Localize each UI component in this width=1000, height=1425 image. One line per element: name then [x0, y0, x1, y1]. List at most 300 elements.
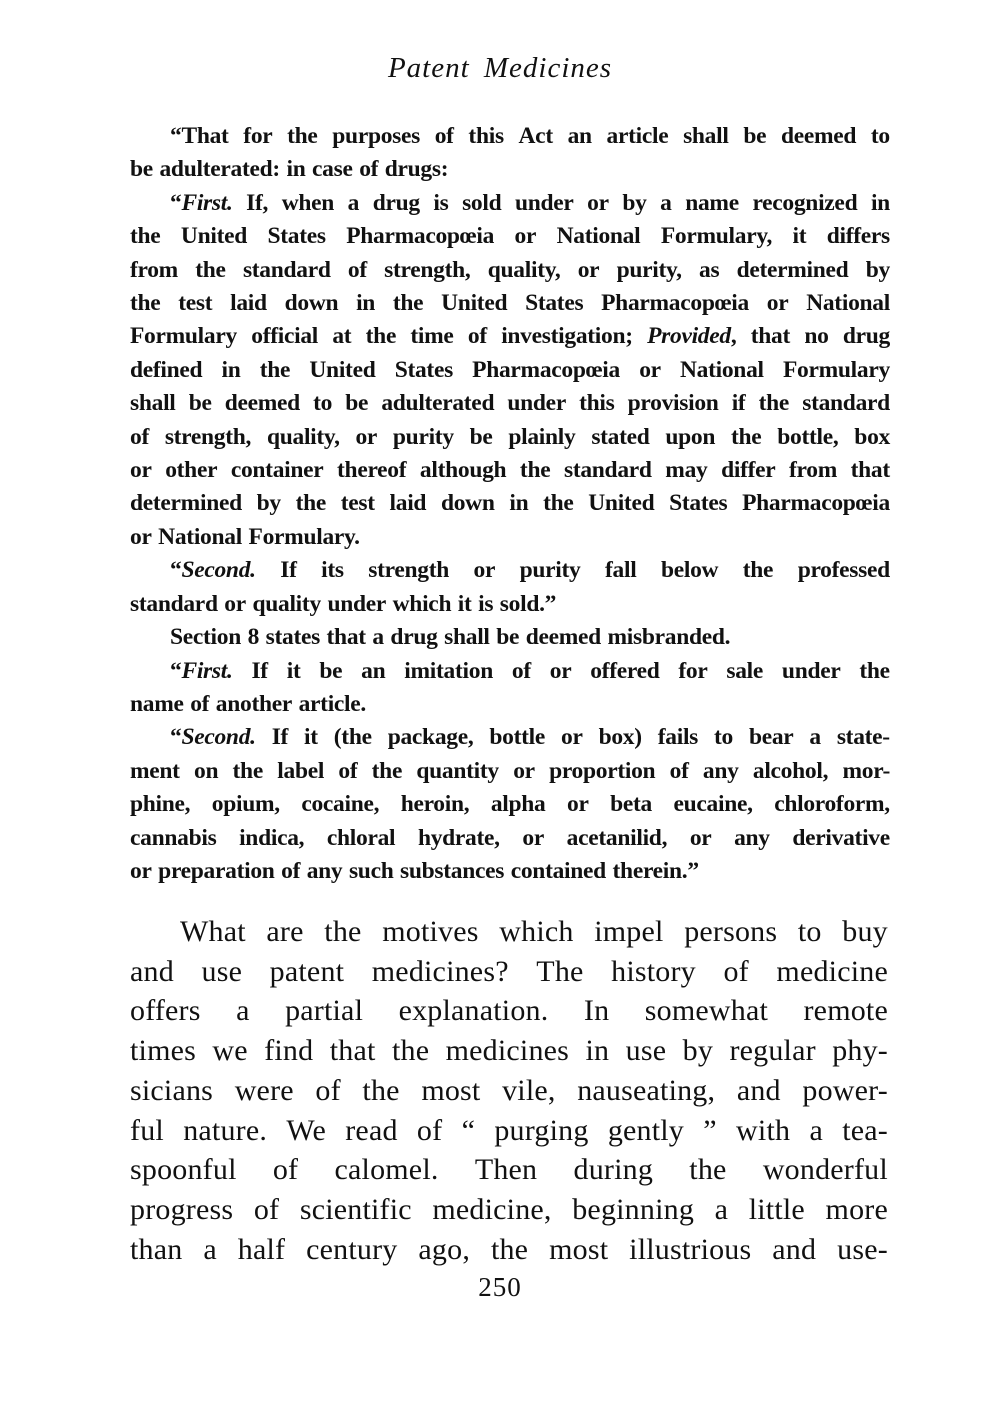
word: most	[421, 1073, 481, 1107]
body-line	[130, 1150, 888, 1190]
word: to	[870, 123, 890, 149]
word: adulterated:	[159, 156, 280, 183]
statute-line	[130, 454, 890, 487]
word: imitation	[404, 657, 493, 684]
statute-line	[130, 120, 890, 153]
word: be	[130, 156, 153, 183]
word: when	[281, 189, 335, 216]
word: 8	[247, 624, 260, 651]
word: beta	[610, 791, 652, 818]
word: is	[433, 189, 449, 216]
body-line	[130, 952, 888, 992]
word: half	[237, 1232, 286, 1266]
word: of	[253, 1192, 280, 1226]
word: We	[286, 1113, 326, 1147]
word: drugs:	[384, 156, 449, 183]
word: If	[271, 724, 289, 751]
word: plainly	[508, 423, 576, 450]
word: National	[556, 223, 641, 250]
word: of	[272, 1153, 299, 1187]
word: motives	[382, 915, 479, 948]
word: the	[130, 223, 161, 250]
word: Formulary	[130, 323, 237, 350]
body-line	[130, 1111, 888, 1151]
word: standard	[563, 457, 652, 484]
word: for	[243, 123, 273, 149]
word: purity,	[616, 256, 682, 283]
word: with	[736, 1113, 791, 1147]
word: The	[536, 954, 584, 988]
word: persons	[684, 915, 778, 948]
word: test	[178, 290, 213, 317]
word: buy	[842, 915, 888, 948]
word: in	[286, 156, 306, 183]
statute-line	[130, 721, 890, 754]
word: contained	[510, 857, 606, 884]
word: in	[585, 1034, 610, 1068]
word: that	[326, 624, 366, 651]
word: substances	[400, 857, 505, 884]
word: of	[723, 954, 749, 988]
statute-line	[130, 320, 890, 353]
word: remote	[803, 994, 888, 1028]
word: fails	[657, 724, 699, 751]
word: or	[355, 423, 378, 450]
word: for	[678, 657, 708, 684]
word: differs	[826, 223, 890, 250]
word: in	[221, 356, 241, 383]
word: United	[180, 223, 248, 250]
word: strength	[368, 557, 449, 584]
statute-line	[130, 387, 890, 420]
word: or	[549, 657, 572, 684]
word: National	[679, 356, 764, 383]
word: Formulary	[782, 356, 890, 383]
word: in	[509, 490, 529, 517]
word: nature.	[183, 1113, 268, 1147]
word: Formulary,	[660, 223, 773, 250]
word: somewhat	[644, 994, 769, 1028]
body-paragraph	[130, 912, 888, 1269]
word: the	[689, 1153, 727, 1187]
word: than	[130, 1232, 183, 1266]
word: or	[689, 824, 712, 851]
word: a	[347, 189, 360, 216]
word: may	[665, 457, 708, 484]
word: beginning	[572, 1192, 695, 1226]
word: a	[372, 624, 384, 651]
word: we	[212, 1034, 248, 1068]
word: gently	[607, 1113, 684, 1147]
word: calomel.	[334, 1153, 439, 1187]
word: medicines	[445, 1034, 570, 1068]
word: or	[513, 757, 535, 784]
word: spoonful	[130, 1153, 237, 1187]
word: heroin,	[400, 791, 470, 818]
word: cannabis	[130, 824, 217, 851]
word: National	[806, 290, 890, 317]
word: If,	[246, 189, 269, 216]
word: In	[583, 994, 610, 1028]
word: provision	[627, 390, 719, 417]
word: test	[340, 490, 375, 517]
word: medicine,	[432, 1192, 552, 1226]
word: laid	[230, 290, 267, 317]
word: more	[825, 1192, 888, 1226]
word: box	[854, 423, 890, 450]
word: of	[467, 323, 487, 350]
word: the	[519, 457, 551, 484]
word: down	[284, 290, 339, 317]
word: find	[264, 1034, 314, 1068]
word: States	[394, 356, 453, 383]
statute-line	[130, 788, 890, 821]
word: eucaine,	[673, 791, 753, 818]
word: be	[319, 657, 343, 684]
word: be	[496, 624, 520, 651]
word: name	[130, 690, 184, 717]
word: use	[625, 1034, 667, 1068]
word: phine,	[130, 791, 191, 818]
word: use	[201, 954, 243, 988]
word: medicines?	[371, 954, 509, 988]
word: drug	[842, 323, 890, 350]
word: wonderful	[762, 1153, 888, 1187]
word: bottle	[489, 724, 546, 751]
word: times	[130, 1034, 196, 1068]
word: or	[639, 356, 661, 383]
word: “First.	[170, 189, 233, 216]
statute-line	[130, 688, 890, 721]
word: differ	[721, 457, 776, 484]
word: package,	[387, 724, 474, 751]
word: the	[324, 915, 362, 948]
word: of	[315, 1073, 341, 1107]
word: as	[699, 256, 720, 283]
word: Provided,	[647, 323, 737, 350]
word: misbranded.	[607, 624, 731, 651]
word: bear	[748, 724, 794, 751]
word: it	[792, 223, 807, 250]
running-head: Patent Medicines	[387, 52, 613, 84]
word: or	[130, 523, 152, 550]
word: (the	[333, 724, 372, 751]
word: and	[736, 1073, 781, 1107]
word: Formulary.	[248, 523, 360, 550]
word: be	[469, 423, 493, 450]
word: hydrate,	[417, 824, 500, 851]
word: from	[789, 457, 837, 484]
word: any	[702, 757, 739, 784]
word: state-	[836, 724, 890, 751]
word: the	[195, 256, 226, 283]
word: a	[809, 724, 821, 751]
word: by	[622, 189, 647, 216]
word: are	[266, 915, 304, 948]
word: which	[392, 590, 452, 617]
word: purity	[392, 423, 454, 450]
word: preparation	[158, 857, 275, 884]
word: deemed	[525, 624, 601, 651]
body-line	[130, 1031, 888, 1071]
word: name	[685, 189, 739, 216]
word: an	[567, 123, 592, 149]
word: therein.”	[612, 857, 699, 884]
word: If	[251, 657, 268, 684]
word: defined	[130, 356, 203, 383]
statute-line	[130, 855, 890, 888]
word: drug	[372, 189, 420, 216]
word: standard	[130, 590, 218, 617]
word: a	[236, 994, 250, 1028]
word: “Second.	[170, 724, 256, 751]
word: sold.”	[499, 590, 557, 617]
word: of	[416, 1113, 443, 1147]
word: sold	[462, 189, 502, 216]
word: quality	[252, 590, 321, 617]
word: be	[188, 390, 212, 417]
word: of	[434, 123, 454, 149]
word: or	[561, 724, 583, 751]
word: standard	[242, 256, 331, 283]
word: deemed	[780, 123, 857, 149]
word: bottle,	[777, 423, 839, 450]
word: if	[731, 390, 746, 417]
word: the	[365, 323, 397, 350]
word: that	[329, 1034, 376, 1068]
word: and	[772, 1232, 817, 1266]
word: the	[490, 1232, 529, 1266]
word: investigation;	[501, 323, 633, 350]
word: time	[410, 323, 454, 350]
word: “First.	[170, 657, 233, 684]
word: purposes	[332, 123, 420, 149]
statute-line	[130, 755, 890, 788]
word: power-	[802, 1073, 888, 1107]
word: National	[158, 523, 242, 550]
word: laid	[389, 490, 427, 517]
word: purging	[494, 1113, 589, 1147]
word: purity	[519, 557, 581, 584]
word: by	[682, 1034, 714, 1068]
word: by	[256, 490, 281, 517]
word: regular	[729, 1034, 816, 1068]
word: the	[758, 390, 790, 417]
word: upon	[665, 423, 716, 450]
word: be	[743, 123, 767, 149]
word: of	[130, 423, 149, 450]
statute-quotation-block	[130, 120, 890, 888]
word: fall	[605, 557, 637, 584]
word: United	[309, 356, 376, 383]
word: United	[441, 290, 508, 317]
statute-line	[130, 354, 890, 387]
word: an	[361, 657, 386, 684]
word: If	[280, 557, 297, 584]
word: history	[611, 954, 696, 988]
word: sicians	[130, 1073, 214, 1107]
word: cocaine,	[301, 791, 380, 818]
word: professed	[797, 557, 890, 584]
word: although	[419, 457, 507, 484]
word: under	[327, 590, 387, 617]
word: the	[543, 490, 574, 517]
page-number: 250	[478, 1272, 522, 1302]
word: mor-	[842, 757, 890, 784]
word: explanation.	[398, 994, 549, 1028]
word: to	[313, 390, 333, 417]
word: a	[809, 1113, 823, 1147]
word: article	[606, 123, 669, 149]
word: or	[587, 189, 609, 216]
word: derivative	[792, 824, 890, 851]
word: to	[714, 724, 733, 751]
word: tea-	[842, 1113, 888, 1147]
word: opium,	[211, 791, 280, 818]
word: other	[165, 457, 218, 484]
word: the	[391, 1034, 430, 1068]
word: be	[345, 390, 369, 417]
word: or	[224, 590, 246, 617]
word: this	[468, 123, 504, 149]
word: such	[348, 857, 394, 884]
word: at	[332, 323, 352, 350]
word: the	[362, 1073, 400, 1107]
word: or	[473, 557, 496, 584]
word: or	[766, 290, 789, 317]
word: this	[579, 390, 615, 417]
word: or	[130, 857, 152, 884]
word: no	[804, 323, 829, 350]
word: case	[312, 156, 353, 183]
statute-line	[130, 287, 890, 320]
word: or	[130, 457, 152, 484]
statute-line	[130, 220, 890, 253]
word: label	[277, 757, 325, 784]
word: of	[511, 657, 531, 684]
word: by	[865, 256, 890, 283]
word: States	[267, 223, 326, 250]
word: the	[130, 290, 161, 317]
word: illustrious	[629, 1232, 752, 1266]
word: vile,	[502, 1073, 556, 1107]
word: alcohol,	[752, 757, 829, 784]
word: shall	[683, 123, 729, 149]
word: official	[251, 323, 319, 350]
word: on	[194, 757, 219, 784]
word: “That	[170, 123, 229, 149]
word: offered	[590, 657, 660, 684]
word: scientific	[299, 1192, 412, 1226]
statute-line	[130, 153, 890, 186]
word: patent	[269, 954, 345, 988]
word: under	[514, 189, 574, 216]
word: of	[338, 757, 358, 784]
word: shall	[444, 624, 490, 651]
word: ago,	[418, 1232, 471, 1266]
statute-line	[130, 554, 890, 587]
statute-line	[130, 521, 890, 554]
statute-line	[130, 621, 890, 654]
word: alpha	[490, 791, 546, 818]
word: or	[514, 223, 537, 250]
word: quality,	[266, 423, 340, 450]
word: century	[306, 1232, 398, 1266]
word: a	[714, 1192, 729, 1226]
word: drug	[390, 624, 438, 651]
word: impel	[594, 915, 664, 948]
word: the	[259, 356, 291, 383]
word: offers	[130, 994, 201, 1028]
word: ”	[703, 1113, 717, 1147]
word: recognized	[752, 189, 858, 216]
word: under	[507, 390, 566, 417]
word: and	[130, 954, 174, 988]
word: thereof	[337, 457, 407, 484]
word: States	[669, 490, 728, 517]
word: What	[180, 915, 246, 948]
word: it	[286, 657, 301, 684]
word: indica,	[239, 824, 305, 851]
word: the	[730, 423, 762, 450]
word: Pharmacopœia	[472, 356, 620, 383]
word: of	[359, 156, 379, 183]
body-line	[130, 991, 888, 1031]
word: under	[781, 657, 841, 684]
word: its	[321, 557, 344, 584]
word: a	[660, 189, 672, 216]
word: were	[234, 1073, 294, 1107]
word: standard	[802, 390, 890, 417]
word: of	[190, 690, 210, 717]
word: quantity	[416, 757, 499, 784]
word: the	[742, 557, 774, 584]
word: it	[304, 724, 318, 751]
word: determined	[130, 490, 242, 517]
word: acetanilid,	[566, 824, 668, 851]
word: quality,	[487, 256, 561, 283]
word: of	[669, 757, 689, 784]
word: medicine	[776, 954, 888, 988]
word: the	[287, 123, 318, 149]
body-line	[130, 1071, 888, 1111]
word: that	[850, 457, 890, 484]
word: states	[265, 624, 320, 651]
word: in	[356, 290, 376, 317]
word: during	[573, 1153, 654, 1187]
word: Pharmacopœia	[742, 490, 890, 517]
word: Pharmacopœia	[601, 290, 749, 317]
word: the	[859, 657, 890, 684]
word: in	[870, 189, 890, 216]
word: the	[232, 757, 263, 784]
word: shall	[130, 390, 176, 417]
word: any	[306, 857, 343, 884]
statute-line	[130, 187, 890, 220]
word: strength,	[164, 423, 252, 450]
word: United	[588, 490, 655, 517]
word: chloral	[326, 824, 396, 851]
word: the	[392, 290, 424, 317]
word: or	[522, 824, 544, 851]
word: partial	[285, 994, 364, 1028]
word: down	[440, 490, 495, 517]
statute-line	[130, 588, 890, 621]
word: of	[347, 256, 367, 283]
word: “	[461, 1113, 476, 1147]
word: another	[215, 690, 293, 717]
word: or	[567, 791, 589, 818]
